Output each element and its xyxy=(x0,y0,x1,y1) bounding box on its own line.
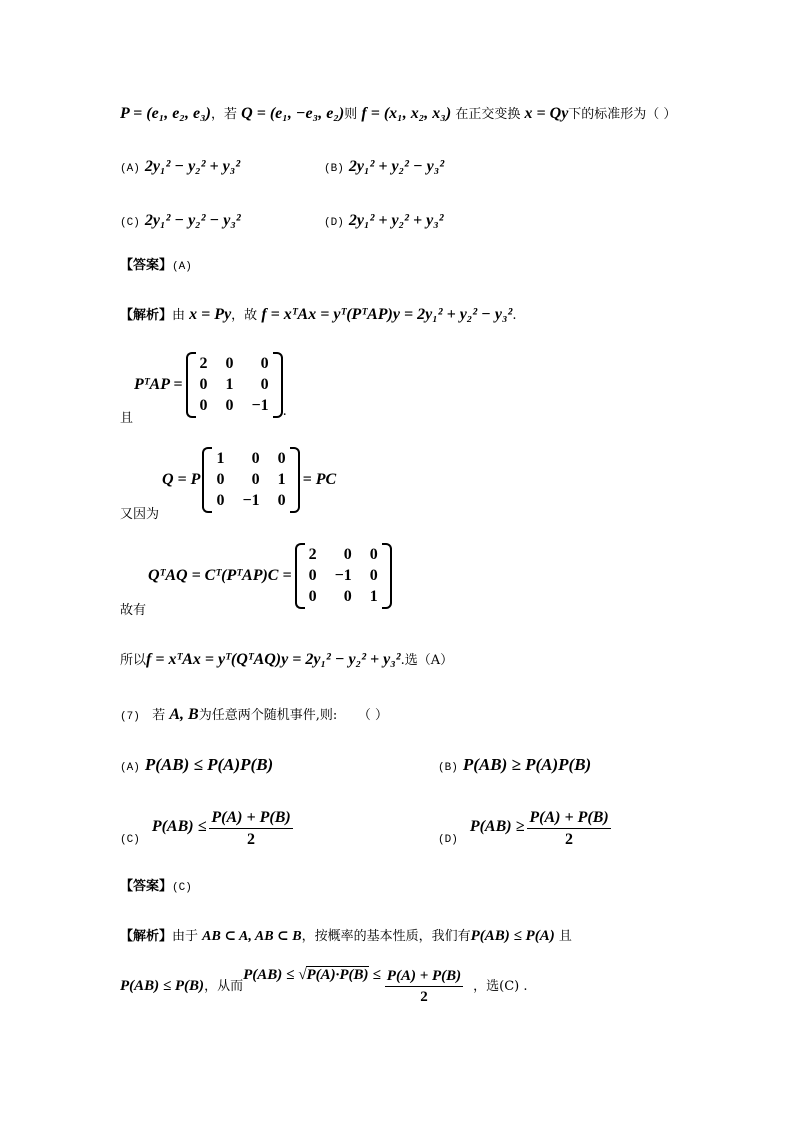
q6-analysis-f: f = xᵀAx = yᵀ(PᵀAP)y = 2y₁² + y₂² − y₃² xyxy=(261,306,513,323)
matrix-cell: 0 xyxy=(225,355,234,372)
q6-analysis-by: 由 xyxy=(172,308,186,323)
q7-option-c-label: (C) xyxy=(120,834,140,846)
q6-stem-under: 在正交变换 xyxy=(455,107,521,122)
right-bracket xyxy=(382,543,392,609)
q6-option-a-label: (A) xyxy=(120,163,140,175)
q7-answer-value: (C) xyxy=(172,882,192,894)
matrix-cell: 0 xyxy=(251,450,260,467)
matrix-cell: 2 xyxy=(308,546,317,563)
q7-option-a-label: (A) xyxy=(120,762,140,774)
fraction-numerator: P(A) + P(B) xyxy=(527,810,610,829)
ptap-equation xyxy=(134,352,287,418)
q7-analysis-tag: 【解析】 xyxy=(120,929,173,944)
matrix-cell: 1 xyxy=(225,376,234,393)
ptap-period: . xyxy=(282,404,287,419)
and-label: 且 xyxy=(120,411,134,426)
matrix-cell: 0 xyxy=(251,471,260,488)
q7-option-c-fraction xyxy=(209,810,292,848)
q6-option-c xyxy=(120,212,241,229)
right-bracket xyxy=(273,352,283,418)
q7-analysis-subset: AB ⊂ A, AB ⊂ B xyxy=(202,929,302,944)
left-bracket xyxy=(202,447,212,513)
q7-final xyxy=(120,966,528,1005)
q6-stem-then: 则 xyxy=(344,107,358,122)
q7-final-fraction xyxy=(385,969,463,1005)
q6-option-a-expr: 2y₁² − y₂² + y₃² xyxy=(144,158,241,175)
fraction-numerator: P(A) + P(B) xyxy=(209,810,292,829)
fraction-denominator: 2 xyxy=(247,831,256,848)
qtaq-equation xyxy=(148,543,392,609)
q6-option-c-label: (C) xyxy=(120,217,140,229)
so-expr: f = xᵀAx = yᵀ(QᵀAQ)y = 2y₁² − y₂² + y₃² xyxy=(146,651,401,668)
q6-analysis xyxy=(120,307,516,323)
so-label: 所以 xyxy=(120,653,147,668)
q7-analysis-and: 且 xyxy=(558,929,572,944)
q7-stem xyxy=(120,707,388,723)
q7-stem-if: 若 xyxy=(152,708,166,723)
q6-stem xyxy=(120,106,676,122)
q-matrix-grid xyxy=(212,451,289,509)
sqrt-sign: √ xyxy=(298,967,307,983)
matrix-cell: 0 xyxy=(199,397,208,414)
matrix-cell: 1 xyxy=(216,450,225,467)
matrix-cell: 0 xyxy=(277,450,286,467)
q7-number: (7) xyxy=(120,711,140,723)
qtaq-matrix xyxy=(295,543,392,609)
q6-analysis-tag: 【解析】 xyxy=(120,308,173,323)
q6-option-b-expr: 2y₁² + y₂² − y₃² xyxy=(348,158,445,175)
q7-final-choose: ，选(C) . xyxy=(473,979,528,994)
q6-option-c-expr: 2y₁² − y₂² − y₃² xyxy=(144,212,241,229)
q-suffix: = PC xyxy=(302,471,337,488)
ptap-label: PᵀAP = xyxy=(134,376,183,393)
q6-stem-f: f = (x₁, x₂, x₃) xyxy=(361,105,452,122)
q6-option-b-label: (B) xyxy=(324,163,344,175)
q7-option-a-expr: P(AB) ≤ P(A)P(B) xyxy=(144,755,274,774)
matrix-cell: 0 xyxy=(225,397,234,414)
choose-label: .选（A） xyxy=(400,653,454,668)
q6-answer-value: (A) xyxy=(172,261,192,273)
q7-option-c-lhs: P(AB) ≤ xyxy=(151,818,207,835)
q7-option-d xyxy=(438,810,611,848)
matrix-cell: 0 xyxy=(369,546,378,563)
q7-final-le: ≤ xyxy=(372,967,381,983)
matrix-cell: −1 xyxy=(242,492,260,509)
matrix-cell: 0 xyxy=(260,355,269,372)
q6-option-a xyxy=(120,158,240,175)
qtaq-label: QᵀAQ = Cᵀ(PᵀAP)C = xyxy=(148,567,292,584)
q7-analysis-mid: ，按概率的基本性质，我们有 xyxy=(301,929,471,944)
q7-analysis-by: 由于 xyxy=(172,929,199,944)
q7-stem-paren: （ ） xyxy=(357,708,389,723)
fraction-denominator: 2 xyxy=(420,989,428,1005)
also-label: 又因为 xyxy=(120,507,160,522)
q7-stem-ab: A, B xyxy=(169,706,199,723)
matrix-cell: 0 xyxy=(277,492,286,509)
right-bracket xyxy=(290,447,300,513)
q6-option-d-expr: 2y₁² + y₂² + y₃² xyxy=(348,212,444,229)
matrix-cell: 0 xyxy=(216,471,225,488)
q7-option-c xyxy=(120,810,293,848)
ptap-matrix-grid xyxy=(196,356,273,414)
matrix-cell: 1 xyxy=(277,471,286,488)
q6-stem-if: ，若 xyxy=(211,107,238,122)
q6-option-d-label: (D) xyxy=(324,217,344,229)
matrix-cell: 0 xyxy=(216,492,225,509)
matrix-cell: 0 xyxy=(260,376,269,393)
matrix-cell: 2 xyxy=(199,355,208,372)
q7-analysis xyxy=(120,929,572,944)
q6-option-b xyxy=(324,158,444,175)
q7-option-b-expr: P(AB) ≥ P(A)P(B) xyxy=(462,755,592,774)
left-bracket xyxy=(186,352,196,418)
q6-answer-tag: 【答案】 xyxy=(120,258,173,273)
q7-option-a xyxy=(120,756,273,774)
q7-option-d-fraction xyxy=(527,810,610,848)
q6-conclusion xyxy=(120,652,453,668)
q7-final-lhs: P(AB) ≤ xyxy=(243,967,295,983)
hence-label: 故有 xyxy=(120,603,147,618)
q7-option-d-label: (D) xyxy=(438,834,458,846)
matrix-cell: 0 xyxy=(369,567,378,584)
q6-option-d xyxy=(324,212,444,229)
matrix-cell: 0 xyxy=(343,588,352,605)
matrix-cell: 0 xyxy=(308,567,317,584)
matrix-cell: 0 xyxy=(199,376,208,393)
left-bracket xyxy=(295,543,305,609)
qtaq-matrix-grid xyxy=(305,547,382,605)
fraction-denominator: 2 xyxy=(565,831,574,848)
q7-analysis-ineq1: P(AB) ≤ P(A) xyxy=(470,928,555,944)
q7-answer xyxy=(120,880,192,894)
q6-stem-x: x = Qy xyxy=(524,105,569,122)
matrix-cell: 1 xyxy=(369,588,378,605)
q7-option-b xyxy=(438,756,591,774)
q-matrix xyxy=(202,447,299,513)
matrix-cell: 0 xyxy=(308,588,317,605)
q7-option-b-label: (B) xyxy=(438,762,458,774)
q-equation xyxy=(162,447,336,513)
q7-analysis-thus: ，从而 xyxy=(204,979,244,994)
q6-stem-p: P = (e₁, e₂, e₃) xyxy=(120,105,211,122)
q6-stem-q: Q = (e₁, −e₃, e₂) xyxy=(241,105,345,122)
matrix-cell: 0 xyxy=(343,546,352,563)
q6-analysis-so: ，故 xyxy=(231,308,258,323)
matrix-cell: −1 xyxy=(251,397,269,414)
q7-option-d-lhs: P(AB) ≥ xyxy=(469,818,525,835)
q7-analysis-ineq2: P(AB) ≤ P(B) xyxy=(120,978,205,994)
q6-analysis-x: x = Py xyxy=(189,306,232,323)
fraction-numerator: P(A) + P(B) xyxy=(385,969,463,987)
q-label: Q = P xyxy=(162,471,201,488)
q6-answer xyxy=(120,259,192,273)
matrix-cell: −1 xyxy=(334,567,352,584)
q6-analysis-period: . xyxy=(512,308,517,323)
q6-stem-end: 下的标准形为（ ） xyxy=(568,107,677,122)
ptap-matrix xyxy=(186,352,283,418)
q7-stem-text: 为任意两个随机事件,则: xyxy=(198,708,338,723)
q7-answer-tag: 【答案】 xyxy=(120,879,173,894)
q7-final-sqrt: P(A)·P(B) xyxy=(306,967,369,983)
